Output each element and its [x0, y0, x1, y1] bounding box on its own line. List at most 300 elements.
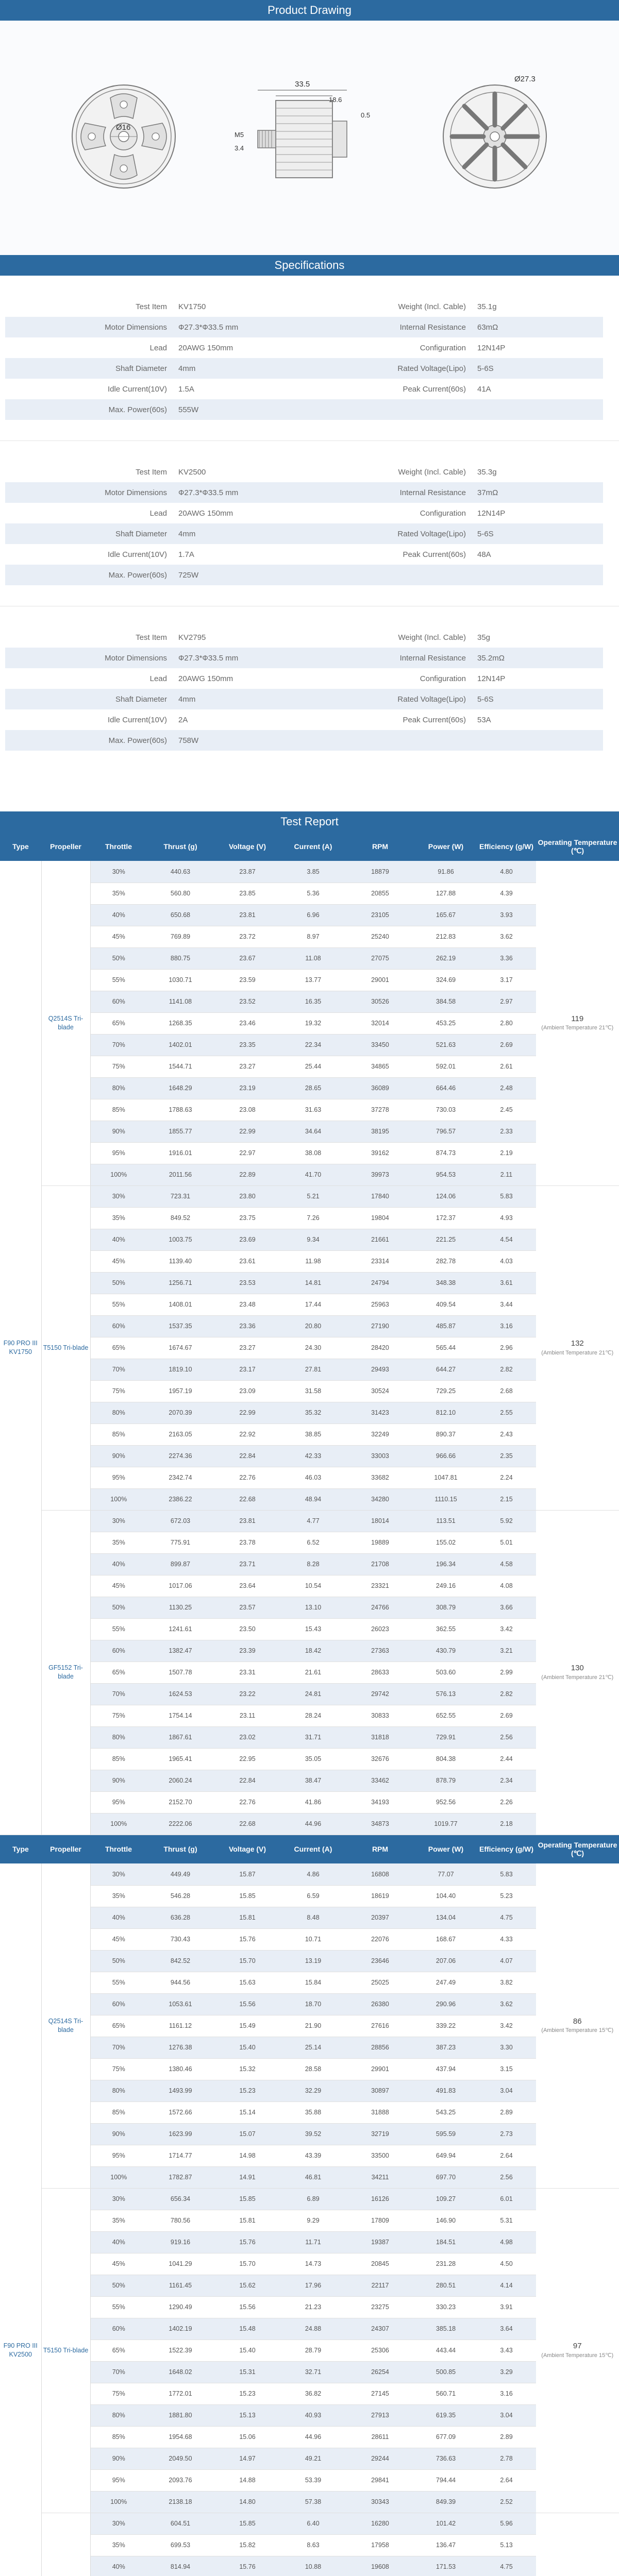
data-cell: 330.23 [415, 2296, 477, 2318]
data-cell: 874.73 [415, 1142, 477, 1164]
throttle-cell: 70% [90, 1034, 147, 1056]
data-cell: 171.53 [415, 2556, 477, 2576]
data-cell: 5.23 [477, 1885, 536, 1907]
data-cell: 6.40 [281, 2513, 345, 2534]
table-row [0, 1467, 619, 1488]
data-cell: 32014 [345, 1012, 415, 1034]
data-cell: 36.82 [281, 2383, 345, 2404]
data-cell: 15.76 [214, 1928, 281, 1950]
column-header: RPM [345, 832, 415, 861]
data-cell: 1867.61 [147, 1726, 214, 1748]
data-cell: 560.80 [147, 883, 214, 904]
data-cell: 443.44 [415, 2340, 477, 2361]
data-cell: 23.85 [214, 883, 281, 904]
data-cell: 1408.01 [147, 1294, 214, 1315]
throttle-cell: 35% [90, 2210, 147, 2231]
data-cell: 280.51 [415, 2275, 477, 2296]
data-cell: 4.03 [477, 1250, 536, 1272]
throttle-cell: 30% [90, 1185, 147, 1207]
data-cell: 23.50 [214, 1618, 281, 1640]
data-cell: 19804 [345, 1207, 415, 1229]
data-cell: 2.56 [477, 1726, 536, 1748]
propeller-cell: T5150 Tri-blade [41, 2188, 90, 2513]
data-cell: 23.08 [214, 1099, 281, 1121]
throttle-cell: 90% [90, 2123, 147, 2145]
data-cell: 31.71 [281, 1726, 345, 1748]
data-cell: 16126 [345, 2188, 415, 2210]
data-cell: 384.58 [415, 991, 477, 1012]
throttle-cell: 65% [90, 1662, 147, 1683]
data-cell: 22.99 [214, 1402, 281, 1423]
data-cell: 6.59 [281, 1885, 345, 1907]
data-cell: 769.89 [147, 926, 214, 947]
data-cell: 57.38 [281, 2491, 345, 2513]
throttle-cell: 45% [90, 1250, 147, 1272]
data-cell: 25.44 [281, 1056, 345, 1077]
product-drawing [0, 21, 619, 255]
data-cell: 25306 [345, 2340, 415, 2361]
spec-grid [5, 462, 619, 585]
data-cell: 23105 [345, 904, 415, 926]
data-cell: 3.16 [477, 2383, 536, 2404]
spec-value: 53A [477, 715, 491, 724]
data-cell: 28.65 [281, 1077, 345, 1099]
data-cell: 20397 [345, 1907, 415, 1928]
data-cell: 1674.67 [147, 1337, 214, 1359]
data-cell: 25240 [345, 926, 415, 947]
motor-type-cell: F90 PRO III KV1750 [0, 861, 41, 1835]
data-cell: 23.39 [214, 1640, 281, 1662]
data-cell: 1624.53 [147, 1683, 214, 1705]
spec-label: Max. Power(60s) [5, 565, 175, 585]
throttle-cell: 55% [90, 1294, 147, 1315]
data-cell: 15.06 [214, 2426, 281, 2448]
data-cell: 15.31 [214, 2361, 281, 2383]
data-cell: 1380.46 [147, 2058, 214, 2080]
table-row [0, 2513, 619, 2534]
data-cell: 729.91 [415, 1726, 477, 1748]
data-cell: 2.80 [477, 1012, 536, 1034]
data-cell: 1139.40 [147, 1250, 214, 1272]
throttle-cell: 50% [90, 2275, 147, 2296]
data-cell: 2.89 [477, 2102, 536, 2123]
data-cell: 308.79 [415, 1597, 477, 1618]
data-cell: 2.69 [477, 1705, 536, 1726]
data-cell: 30833 [345, 1705, 415, 1726]
data-cell: 15.32 [214, 2058, 281, 2080]
data-cell: 33450 [345, 1034, 415, 1056]
data-cell: 19608 [345, 2556, 415, 2576]
data-cell: 3.64 [477, 2318, 536, 2340]
spec-block [0, 441, 619, 606]
spec-label: Idle Current(10V) [107, 550, 167, 559]
data-cell: 729.25 [415, 1380, 477, 1402]
data-cell: 247.49 [415, 1972, 477, 1993]
data-cell: 656.34 [147, 2188, 214, 2210]
throttle-cell: 100% [90, 2166, 147, 2188]
data-cell: 491.83 [415, 2080, 477, 2102]
table-row [0, 2166, 619, 2188]
data-cell: 22.76 [214, 1791, 281, 1813]
data-cell: 23.78 [214, 1532, 281, 1553]
data-cell: 3.82 [477, 1972, 536, 1993]
data-cell: 8.97 [281, 926, 345, 947]
data-cell: 697.70 [415, 2166, 477, 2188]
table-row [0, 2448, 619, 2469]
propeller-cell [41, 2513, 90, 2576]
spec-container [0, 276, 619, 771]
data-cell: 1493.99 [147, 2080, 214, 2102]
data-cell: 124.06 [415, 1185, 477, 1207]
throttle-cell: 30% [90, 2188, 147, 2210]
data-cell: 26380 [345, 1993, 415, 2015]
data-cell: 2222.06 [147, 1813, 214, 1835]
table-row [0, 1748, 619, 1770]
data-cell: 6.01 [477, 2188, 536, 2210]
table-row [0, 2080, 619, 2102]
data-cell: 966.66 [415, 1445, 477, 1467]
table-row [0, 2145, 619, 2166]
table-row [0, 1099, 619, 1121]
throttle-cell: 90% [90, 1445, 147, 1467]
table-row [0, 1294, 619, 1315]
column-header: Thrust (g) [147, 832, 214, 861]
data-cell: 592.01 [415, 1056, 477, 1077]
data-cell: 23.35 [214, 1034, 281, 1056]
table-row [0, 2404, 619, 2426]
data-cell: 796.57 [415, 1121, 477, 1142]
data-cell: 842.52 [147, 1950, 214, 1972]
data-cell: 7.26 [281, 1207, 345, 1229]
data-cell: 485.87 [415, 1315, 477, 1337]
data-cell: 4.14 [477, 2275, 536, 2296]
data-cell: 38.47 [281, 1770, 345, 1791]
data-cell: 2011.56 [147, 1164, 214, 1185]
data-cell: 4.33 [477, 1928, 536, 1950]
table-row [0, 1121, 619, 1142]
data-cell: 2.82 [477, 1359, 536, 1380]
table-row [0, 2361, 619, 2383]
spec-label: Shaft Diameter [5, 689, 175, 709]
throttle-cell: 35% [90, 1885, 147, 1907]
spec-label: Lead [149, 674, 167, 683]
data-cell: 1382.47 [147, 1640, 214, 1662]
data-cell: 2.69 [477, 1034, 536, 1056]
spec-label: Peak Current(60s) [403, 550, 466, 559]
data-cell: 2.82 [477, 1683, 536, 1705]
table-row [0, 1705, 619, 1726]
data-cell: 1003.75 [147, 1229, 214, 1250]
data-cell: 1648.29 [147, 1077, 214, 1099]
data-cell: 24.88 [281, 2318, 345, 2340]
data-cell: 3.17 [477, 969, 536, 991]
throttle-cell: 40% [90, 904, 147, 926]
data-cell: 17809 [345, 2210, 415, 2231]
data-cell: 24766 [345, 1597, 415, 1618]
spec-value: KV2795 [178, 633, 206, 642]
data-cell: 15.40 [214, 2340, 281, 2361]
data-cell: 2.45 [477, 1099, 536, 1121]
data-cell: 15.49 [214, 2015, 281, 2037]
data-cell: 28633 [345, 1662, 415, 1683]
spec-value: 5-6S [474, 689, 603, 709]
table-row [0, 1863, 619, 1885]
spec-value: KV2500 [178, 467, 206, 477]
data-cell: 3.62 [477, 1993, 536, 2015]
throttle-cell: 80% [90, 2404, 147, 2426]
test-report [0, 832, 619, 2576]
throttle-cell: 50% [90, 947, 147, 969]
data-cell: 23.36 [214, 1315, 281, 1337]
data-cell: 952.56 [415, 1791, 477, 1813]
data-cell: 29244 [345, 2448, 415, 2469]
data-cell: 2138.18 [147, 2491, 214, 2513]
data-cell: 1965.41 [147, 1748, 214, 1770]
table-row [0, 1726, 619, 1748]
table-row [0, 1034, 619, 1056]
data-cell: 22117 [345, 2275, 415, 2296]
spec-block [0, 276, 619, 440]
data-cell: 30524 [345, 1380, 415, 1402]
spec-label: Rated Voltage(Lipo) [304, 523, 474, 544]
table-row [0, 1402, 619, 1423]
data-cell: 27145 [345, 2383, 415, 2404]
data-cell: 184.51 [415, 2231, 477, 2253]
throttle-cell: 60% [90, 1993, 147, 2015]
data-cell: 3.15 [477, 2058, 536, 2080]
data-cell: 595.59 [415, 2123, 477, 2145]
data-cell: 2.55 [477, 1402, 536, 1423]
data-cell: 1623.99 [147, 2123, 214, 2145]
throttle-cell: 70% [90, 1683, 147, 1705]
spec-value: 48A [477, 550, 491, 559]
table-row [0, 2556, 619, 2576]
throttle-cell: 70% [90, 2037, 147, 2058]
data-cell: 1041.29 [147, 2253, 214, 2275]
throttle-cell: 100% [90, 2491, 147, 2513]
data-cell: 23.17 [214, 1359, 281, 1380]
data-cell: 15.70 [214, 1950, 281, 1972]
data-cell: 23.75 [214, 1207, 281, 1229]
data-cell: 814.94 [147, 2556, 214, 2576]
data-cell: 27.81 [281, 1359, 345, 1380]
data-cell: 2049.50 [147, 2448, 214, 2469]
ambient-temperature: (Ambient Temperature 21℃) [541, 1349, 614, 1356]
data-cell: 290.96 [415, 1993, 477, 2015]
spec-value: Ф27.3*Ф33.5 mm [175, 317, 304, 337]
data-cell: 4.93 [477, 1207, 536, 1229]
data-cell: 26023 [345, 1618, 415, 1640]
drawing-header: Product Drawing [0, 0, 619, 21]
data-cell: 2.48 [477, 1077, 536, 1099]
data-cell: 4.08 [477, 1575, 536, 1597]
data-cell: 1017.06 [147, 1575, 214, 1597]
data-cell: 48.94 [281, 1488, 345, 1510]
data-cell: 42.33 [281, 1445, 345, 1467]
data-cell: 22.92 [214, 1423, 281, 1445]
data-cell: 804.38 [415, 1748, 477, 1770]
data-cell: 14.97 [214, 2448, 281, 2469]
data-cell: 31.63 [281, 1099, 345, 1121]
data-cell: 3.62 [477, 926, 536, 947]
data-cell: 10.71 [281, 1928, 345, 1950]
data-cell: 3.30 [477, 2037, 536, 2058]
data-cell: 2.15 [477, 1488, 536, 1510]
temperature-value: 86 [573, 2017, 582, 2026]
data-cell: 15.14 [214, 2102, 281, 2123]
data-cell: 919.16 [147, 2231, 214, 2253]
data-cell: 576.13 [415, 1683, 477, 1705]
data-cell: 15.81 [214, 2210, 281, 2231]
data-cell: 31423 [345, 1402, 415, 1423]
throttle-cell: 65% [90, 2340, 147, 2361]
data-cell: 33462 [345, 1770, 415, 1791]
throttle-cell: 70% [90, 2361, 147, 2383]
table-row [0, 2534, 619, 2556]
data-cell: 6.96 [281, 904, 345, 926]
data-cell: 24307 [345, 2318, 415, 2340]
data-cell: 2.35 [477, 1445, 536, 1467]
data-cell: 4.07 [477, 1950, 536, 1972]
spec-label: Lead [149, 509, 167, 518]
data-cell: 2.78 [477, 2448, 536, 2469]
data-cell: 27190 [345, 1315, 415, 1337]
data-cell: 672.03 [147, 1510, 214, 1532]
data-cell: 6.89 [281, 2188, 345, 2210]
data-cell: 1161.45 [147, 2275, 214, 2296]
data-cell: 28611 [345, 2426, 415, 2448]
data-cell: 20855 [345, 883, 415, 904]
data-cell: 449.49 [147, 1863, 214, 1885]
data-cell: 23646 [345, 1950, 415, 1972]
data-cell: 944.56 [147, 1972, 214, 1993]
data-cell: 15.76 [214, 2231, 281, 2253]
data-cell: 6.52 [281, 1532, 345, 1553]
data-cell: 16280 [345, 2513, 415, 2534]
table-row [0, 1510, 619, 1532]
data-cell: 437.94 [415, 2058, 477, 2080]
data-cell: 30897 [345, 2080, 415, 2102]
spec-value: 63mΩ [474, 317, 603, 337]
data-cell: 18.70 [281, 1993, 345, 2015]
data-cell: 22076 [345, 1928, 415, 1950]
column-header: Power (W) [415, 1835, 477, 1863]
data-cell: 21.23 [281, 2296, 345, 2318]
data-cell: 22.68 [214, 1488, 281, 1510]
data-cell: 23.09 [214, 1380, 281, 1402]
throttle-cell: 65% [90, 1012, 147, 1034]
throttle-cell: 35% [90, 1207, 147, 1229]
spec-value: 725W [175, 565, 304, 585]
table-row [0, 1164, 619, 1185]
data-cell: 699.53 [147, 2534, 214, 2556]
data-cell: 1402.01 [147, 1034, 214, 1056]
data-cell: 1855.77 [147, 1121, 214, 1142]
data-cell: 23314 [345, 1250, 415, 1272]
data-cell: 2.97 [477, 991, 536, 1012]
data-cell: 20.80 [281, 1315, 345, 1337]
table-row [0, 2383, 619, 2404]
data-cell: 3.61 [477, 1272, 536, 1294]
data-cell: 127.88 [415, 883, 477, 904]
data-cell: 387.23 [415, 2037, 477, 2058]
table-row [0, 883, 619, 904]
data-cell: 23321 [345, 1575, 415, 1597]
throttle-cell: 55% [90, 969, 147, 991]
data-cell: 25963 [345, 1294, 415, 1315]
ambient-temperature: (Ambient Temperature 21℃) [541, 1674, 614, 1681]
data-cell: 5.01 [477, 1532, 536, 1553]
data-cell: 23.46 [214, 1012, 281, 1034]
data-cell: 3.29 [477, 2361, 536, 2383]
data-cell: 2060.24 [147, 1770, 214, 1791]
data-cell: 15.23 [214, 2080, 281, 2102]
table-row [0, 1683, 619, 1705]
data-cell: 2.89 [477, 2426, 536, 2448]
data-cell: 636.28 [147, 1907, 214, 1928]
data-cell: 207.06 [415, 1950, 477, 1972]
data-cell: 5.83 [477, 1185, 536, 1207]
spec-value: 2A [178, 715, 188, 724]
data-cell: 22.84 [214, 1770, 281, 1791]
data-cell: 5.31 [477, 2210, 536, 2231]
data-cell: 3.91 [477, 2296, 536, 2318]
data-cell: 28856 [345, 2037, 415, 2058]
table-row [0, 1993, 619, 2015]
data-cell: 29901 [345, 2058, 415, 2080]
spec-label: Shaft Diameter [5, 523, 175, 544]
data-cell: 2152.70 [147, 1791, 214, 1813]
column-header: Thrust (g) [147, 1835, 214, 1863]
data-cell: 196.34 [415, 1553, 477, 1575]
data-cell: 11.98 [281, 1250, 345, 1272]
data-cell: 2.68 [477, 1380, 536, 1402]
data-cell: 34865 [345, 1056, 415, 1077]
data-cell: 15.63 [214, 1972, 281, 1993]
column-header: Efficiency (g/W) [477, 832, 536, 861]
column-header: Efficiency (g/W) [477, 1835, 536, 1863]
data-cell: 22.89 [214, 1164, 281, 1185]
data-cell: 23.53 [214, 1272, 281, 1294]
data-cell: 4.50 [477, 2253, 536, 2275]
data-cell: 324.69 [415, 969, 477, 991]
data-cell: 34193 [345, 1791, 415, 1813]
data-cell: 730.43 [147, 1928, 214, 1950]
spec-value: 35.2mΩ [474, 648, 603, 668]
spec-label: Test Item [136, 467, 167, 477]
column-header: Throttle [90, 1835, 147, 1863]
throttle-cell: 95% [90, 1142, 147, 1164]
data-cell: 878.79 [415, 1770, 477, 1791]
data-cell: 23.61 [214, 1250, 281, 1272]
data-cell: 780.56 [147, 2210, 214, 2231]
data-cell: 2.11 [477, 1164, 536, 1185]
data-cell: 1130.25 [147, 1597, 214, 1618]
data-cell: 28420 [345, 1337, 415, 1359]
data-cell: 15.48 [214, 2318, 281, 2340]
throttle-cell: 75% [90, 1056, 147, 1077]
data-cell: 500.85 [415, 2361, 477, 2383]
spec-label: Motor Dimensions [5, 317, 175, 337]
data-cell: 35.32 [281, 1402, 345, 1423]
data-cell: 104.40 [415, 1885, 477, 1907]
spec-value: 20AWG 150mm [178, 674, 233, 683]
throttle-cell: 65% [90, 1337, 147, 1359]
data-cell: 5.96 [477, 2513, 536, 2534]
data-cell: 521.63 [415, 1034, 477, 1056]
spec-value [474, 399, 603, 420]
table-row [0, 1445, 619, 1467]
